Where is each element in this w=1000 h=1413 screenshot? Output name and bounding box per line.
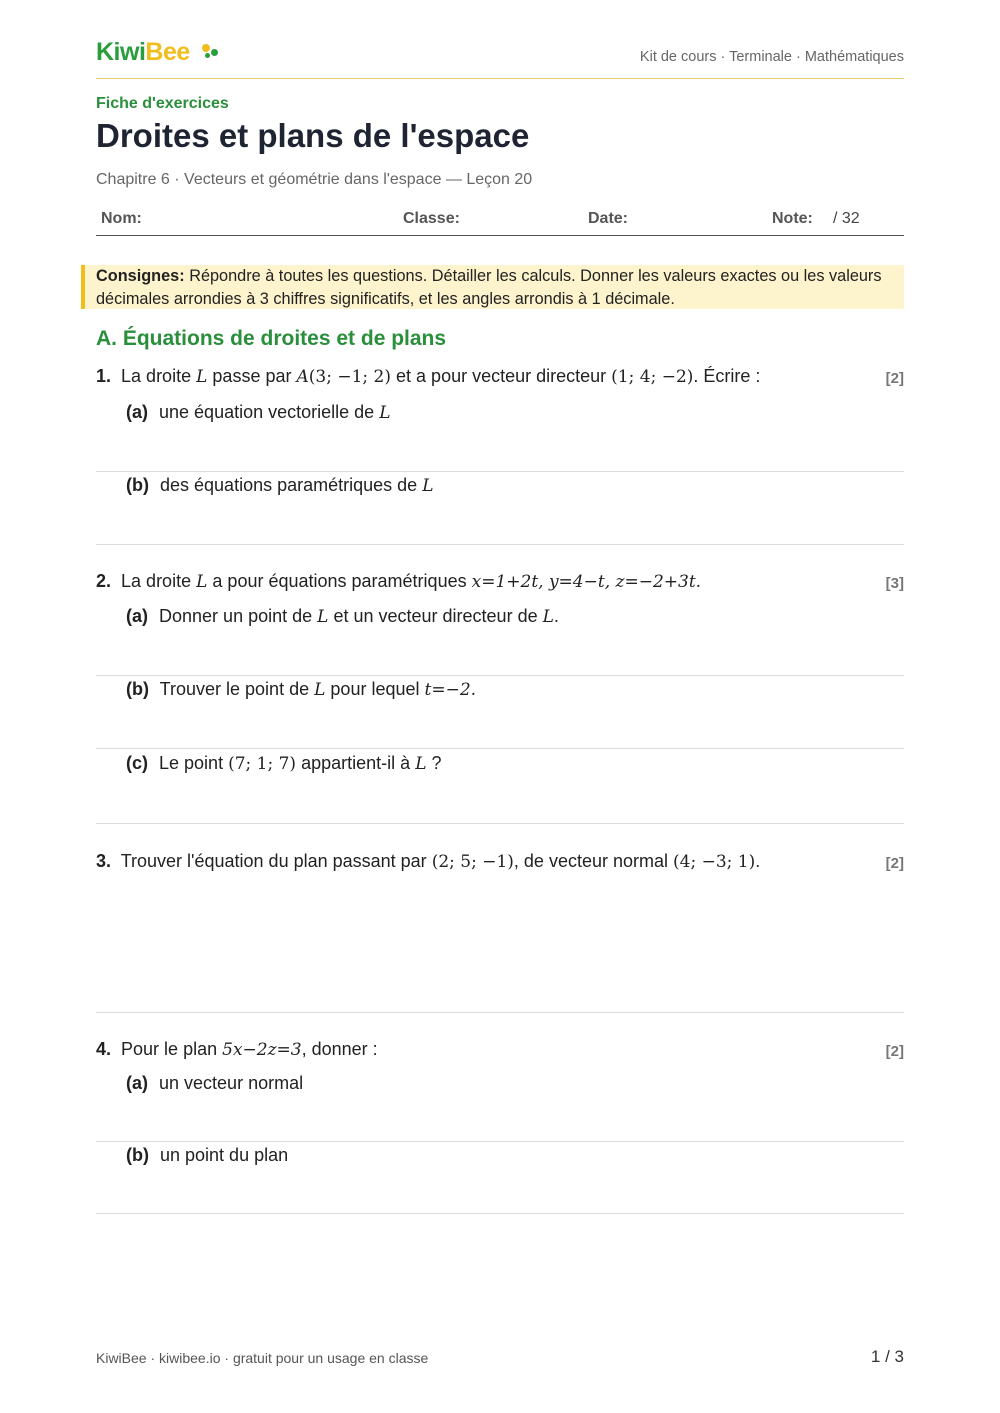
question-3-marks: [2] (885, 855, 904, 872)
question-4a: (a) un vecteur normal (126, 1073, 304, 1093)
section-heading: A. Équations de droites et de plans (96, 327, 447, 350)
page-title: Droites et plans de l'espace (96, 117, 530, 154)
answer-line (96, 823, 904, 824)
class-field-label: Classe: (403, 210, 460, 227)
question-1b: (b) des équations paramétriques de L (126, 475, 434, 496)
logo-dots-icon (202, 44, 222, 60)
worksheet-page (96, 0, 904, 1413)
question-2b: (b) Trouver le point de L pour lequel t=−2. (126, 679, 477, 700)
answer-line (96, 748, 904, 749)
question-4: 4. Pour le plan 5x−2z=3, donner : (96, 1039, 378, 1060)
question-1: 1. La droite L passe par A(3; −1; 2) et a pour vecteur directeur (1; 4; −2). Écrire : (96, 366, 761, 387)
answer-line (96, 1012, 904, 1013)
student-fields (96, 207, 904, 236)
page-subtitle: Chapitre 6 · Vecteurs et géométrie dans l'espace — Leçon 20 (96, 171, 533, 188)
instructions-label: Consignes: (96, 267, 185, 285)
answer-line (96, 675, 904, 676)
answer-line (96, 471, 904, 472)
name-field-label: Nom: (101, 210, 142, 227)
question-2: 2. La droite L a pour équations paramétriques x=1+2t, y=4−t, z=−2+3t. (96, 571, 702, 592)
kiwibee-logo: KiwiBee (96, 38, 190, 67)
answer-line (96, 544, 904, 545)
date-field-label: Date: (588, 210, 629, 227)
grade-total: / 32 (833, 210, 860, 227)
page-header (96, 38, 904, 79)
question-1-marks: [2] (885, 370, 904, 387)
question-4-marks: [2] (885, 1043, 904, 1060)
question-1a: (a) une équation vectorielle de L (126, 402, 391, 423)
question-2-marks: [3] (885, 575, 904, 592)
answer-line (96, 1141, 904, 1142)
course-kit-label: Kit de cours · Terminale · Mathématiques (639, 49, 904, 65)
instructions-text: Répondre à toutes les questions. Détailler les calculs. Donner les valeurs exactes ou les valeurs décimales arrondies à 3 chiffres significatifs, et les angles arrondis à 1 décimale. (96, 267, 882, 308)
question-4b: (b) un point du plan (126, 1145, 289, 1165)
question-2c: (c) Le point (7; 1; 7) appartient-il à L ? (126, 753, 442, 774)
question-3: 3. Trouver l'équation du plan passant par (2; 5; −1), de vecteur normal (4; −3; 1). (96, 851, 761, 872)
doc-kicker: Fiche d'exercices (96, 95, 229, 112)
instructions-box (81, 265, 904, 309)
page-number: 1 / 3 (870, 1347, 904, 1366)
question-2a: (a) Donner un point de L et un vecteur directeur de L. (126, 606, 559, 627)
answer-line (96, 1213, 904, 1214)
grade-field-label: Note: (772, 210, 813, 227)
footer-credit: KiwiBee · kiwibee.io · gratuit pour un usage en classe (96, 1350, 429, 1366)
